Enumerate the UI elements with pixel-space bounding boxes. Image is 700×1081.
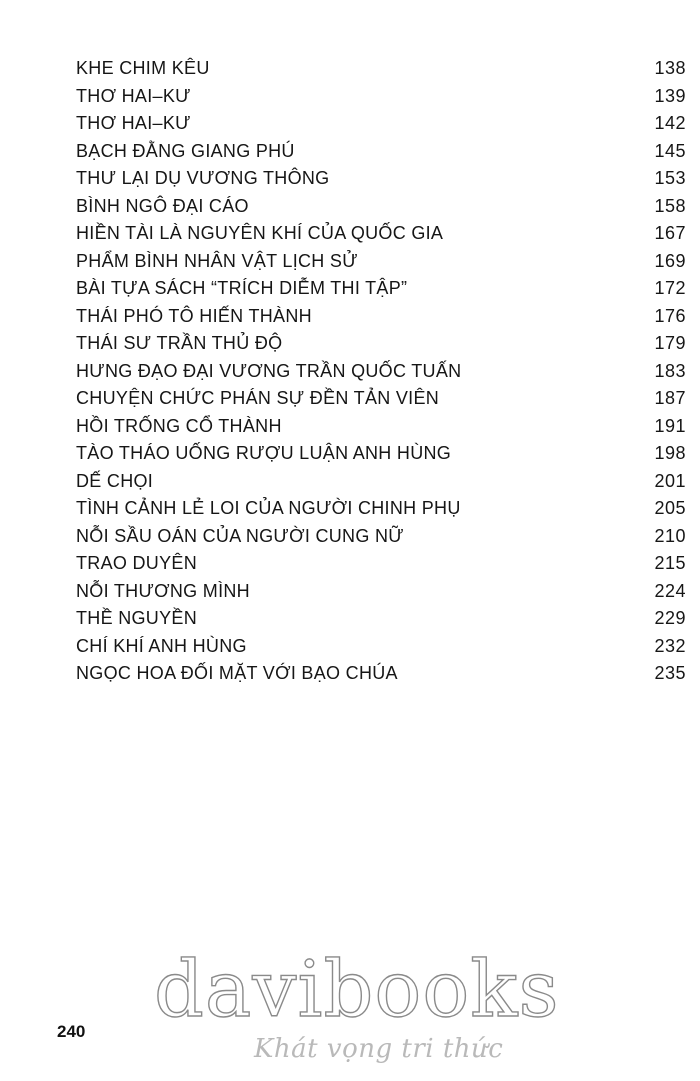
toc-entry-title: CHUYỆN CHỨC PHÁN SỰ ĐỀN TẢN VIÊN bbox=[76, 388, 440, 408]
toc-entry-title: NỖI SẦU OÁN CỦA NGƯỜI CUNG NỮ bbox=[76, 525, 404, 546]
toc-entry-title: THÁI SƯ TRẦN THỦ ĐỘ bbox=[76, 333, 283, 353]
toc-entry-page: 158 bbox=[654, 195, 686, 216]
toc-entry-page: 232 bbox=[654, 635, 686, 656]
toc-entry-title: THƠ HAI–KƯ bbox=[76, 85, 191, 106]
toc-entry-title: HƯNG ĐẠO ĐẠI VƯƠNG TRẦN QUỐC TUẤN bbox=[76, 360, 462, 381]
toc-entry bbox=[76, 416, 686, 444]
toc-entry-title: PHẨM BÌNH NHÂN VẬT LỊCH SỬ bbox=[76, 250, 358, 271]
watermark-brand: davibooks bbox=[154, 945, 560, 1035]
toc-entry bbox=[76, 196, 686, 224]
toc-entry-page: 169 bbox=[654, 250, 686, 271]
toc-entry-page: 139 bbox=[654, 85, 686, 106]
toc-entry-title: NGỌC HOA ĐỐI MẶT VỚI BẠO CHÚA bbox=[76, 663, 398, 683]
toc-entry-title: CHÍ KHÍ ANH HÙNG bbox=[76, 635, 247, 656]
toc-entry-page: 167 bbox=[654, 223, 686, 243]
toc-entry bbox=[76, 168, 686, 196]
toc-entry-title: BÌNH NGÔ ĐẠI CÁO bbox=[76, 195, 249, 216]
toc-entry-page: 210 bbox=[654, 525, 686, 546]
toc-entry-title: KHE CHIM KÊU bbox=[76, 58, 210, 78]
toc-entry bbox=[76, 361, 686, 389]
toc-entry-page: 187 bbox=[654, 388, 686, 408]
toc-entry bbox=[76, 333, 686, 361]
table-of-contents bbox=[76, 58, 686, 691]
toc-entry bbox=[76, 498, 686, 526]
toc-entry bbox=[76, 278, 686, 306]
toc-entry bbox=[76, 113, 686, 141]
toc-entry-page: 205 bbox=[654, 498, 686, 518]
watermark-tagline: Khát vọng tri thức bbox=[254, 1034, 504, 1064]
toc-entry-page: 145 bbox=[654, 140, 686, 161]
toc-entry bbox=[76, 581, 686, 609]
toc-entry-title: THÁI PHÓ TÔ HIẾN THÀNH bbox=[76, 305, 312, 326]
toc-entry bbox=[76, 58, 686, 86]
page-number: 240 bbox=[57, 1022, 86, 1041]
toc-entry-page: 138 bbox=[654, 58, 686, 78]
toc-entry bbox=[76, 608, 686, 636]
toc-entry-title: THỀ NGUYỀN bbox=[76, 608, 198, 628]
toc-entry bbox=[76, 86, 686, 114]
toc-entry-page: 224 bbox=[654, 580, 686, 601]
toc-entry-title: DẾ CHỌI bbox=[76, 470, 154, 491]
toc-entry-page: 176 bbox=[654, 305, 686, 326]
toc-entry bbox=[76, 553, 686, 581]
toc-entry bbox=[76, 141, 686, 169]
toc-entry-page: 153 bbox=[654, 168, 686, 188]
toc-entry-page: 198 bbox=[654, 443, 686, 463]
toc-entry-title: TÀO THÁO UỐNG RƯỢU LUẬN ANH HÙNG bbox=[76, 443, 452, 463]
toc-entry bbox=[76, 388, 686, 416]
toc-entry bbox=[76, 306, 686, 334]
toc-entry bbox=[76, 663, 686, 691]
toc-entry-page: 229 bbox=[654, 608, 686, 628]
toc-entry bbox=[76, 223, 686, 251]
toc-entry-page: 172 bbox=[654, 278, 686, 298]
toc-entry bbox=[76, 443, 686, 471]
toc-entry-title: HỒI TRỐNG CỔ THÀNH bbox=[76, 415, 282, 436]
toc-entry-title: TRAO DUYÊN bbox=[76, 553, 198, 573]
toc-entry-title: TÌNH CẢNH LẺ LOI CỦA NGƯỜI CHINH PHỤ bbox=[76, 498, 461, 518]
toc-entry-title: BẠCH ĐẰNG GIANG PHÚ bbox=[76, 140, 295, 161]
toc-entry-title: THƠ HAI–KƯ bbox=[76, 113, 191, 133]
davibooks-watermark bbox=[150, 945, 570, 1080]
toc-entry-page: 179 bbox=[654, 333, 686, 353]
toc-entry-title: BÀI TỰA SÁCH “TRÍCH DIỄM THI TẬP” bbox=[76, 278, 408, 298]
toc-entry-page: 235 bbox=[654, 663, 686, 683]
toc-entry-page: 191 bbox=[654, 415, 686, 436]
toc-entry-page: 215 bbox=[654, 553, 686, 573]
toc-entry bbox=[76, 251, 686, 279]
toc-entry-title: NỖI THƯƠNG MÌNH bbox=[76, 580, 250, 601]
toc-entry bbox=[76, 636, 686, 664]
toc-entry-page: 142 bbox=[654, 113, 686, 133]
toc-entry-title: HIỀN TÀI LÀ NGUYÊN KHÍ CỦA QUỐC GIA bbox=[76, 223, 444, 243]
toc-entry bbox=[76, 526, 686, 554]
toc-entry-page: 183 bbox=[654, 360, 686, 381]
toc-entry bbox=[76, 471, 686, 499]
toc-entry-page: 201 bbox=[654, 470, 686, 491]
toc-entry-title: THƯ LẠI DỤ VƯƠNG THÔNG bbox=[76, 168, 330, 188]
